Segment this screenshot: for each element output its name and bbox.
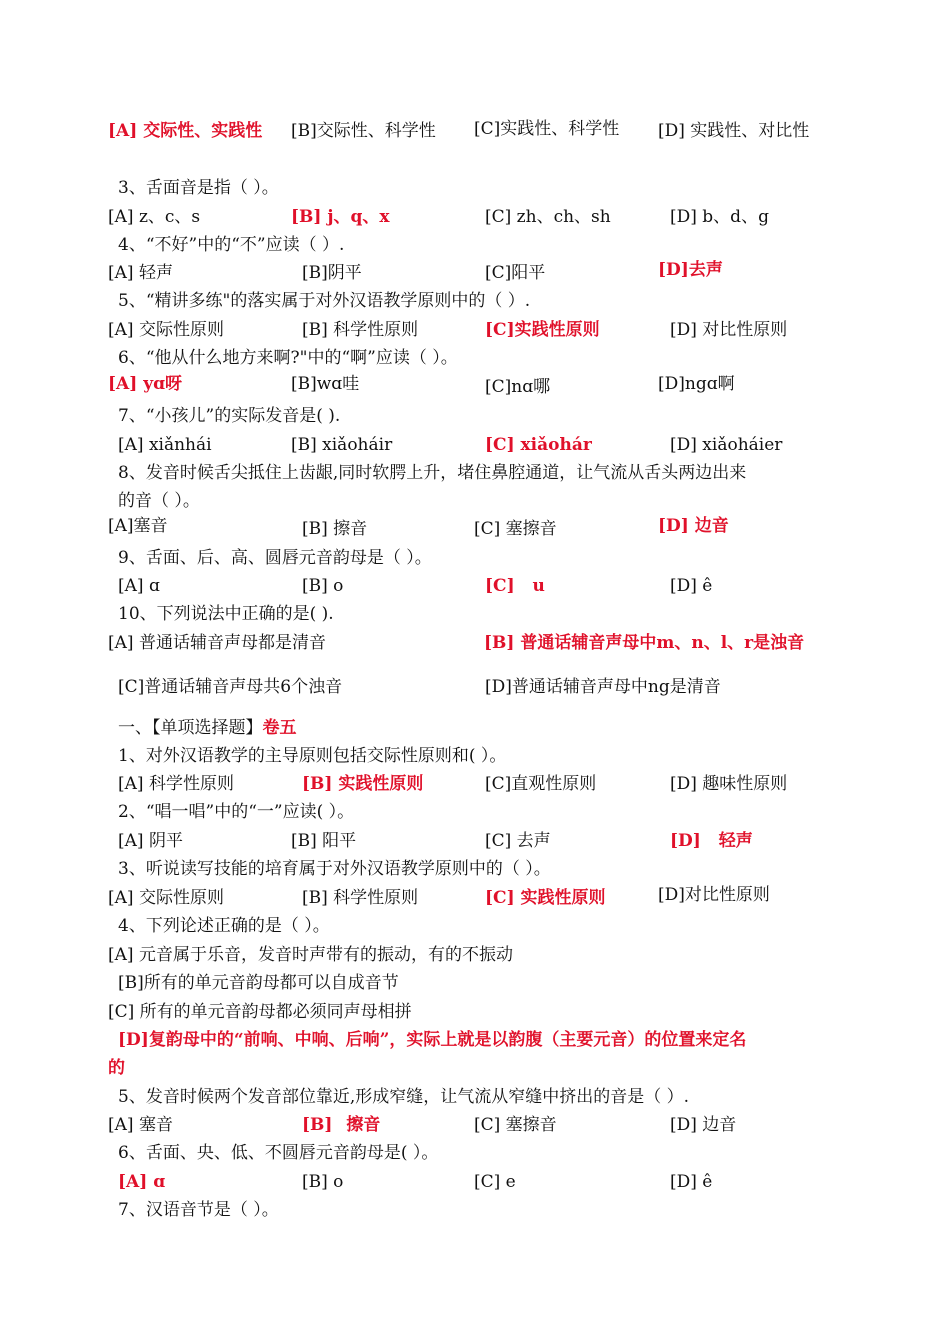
- option-b: [B]所有的单元音韵母都可以自成音节: [118, 973, 399, 993]
- option-b-answer: [B] 实践性原则: [302, 774, 424, 794]
- option-d: [D] xiǎoháier: [670, 435, 783, 455]
- option-d: [D] 对比性原则: [670, 320, 788, 340]
- option-c: [C]阳平: [485, 263, 546, 283]
- option-b: [B] o: [302, 576, 344, 596]
- question-stem-continued: 的音（ ）。: [118, 491, 200, 511]
- option-b: [B] 科学性原则: [302, 888, 419, 908]
- option-b-answer: [B] 擦音: [302, 1115, 381, 1135]
- option-c: [C] zh、ch、sh: [485, 207, 611, 227]
- option-a-answer: [A] ɑ: [118, 1172, 166, 1192]
- option-d: [D] b、d、g: [670, 207, 769, 227]
- section-heading-suffix: 卷五: [262, 718, 297, 738]
- question-stem: 3、舌面音是指（ ）。: [118, 178, 279, 198]
- question-stem: 8、发音时候舌尖抵住上齿龈,同时软腭上升，堵住鼻腔通道，让气流从舌头两边出来: [118, 463, 747, 483]
- option-b: [B] 科学性原则: [302, 320, 419, 340]
- question-stem: 2、“唱一唱”中的“一”应读( ）。: [118, 802, 355, 822]
- option-b-answer: [B] 普通话辅音声母中m、n、l、r是浊音: [484, 633, 805, 653]
- option-b: [B]wɑ哇: [291, 374, 360, 394]
- option-a: [A] 塞音: [108, 1115, 173, 1135]
- section-heading: [118, 717, 297, 739]
- option-c-answer: [C]实践性原则: [485, 320, 600, 340]
- option-a: [A] z、c、s: [108, 207, 201, 227]
- option-d: [D] ê: [670, 576, 713, 596]
- question-stem: 5、“精讲多练"的落实属于对外汉语教学原则中的（ ）.: [118, 291, 531, 311]
- option-a: [A] 元音属于乐音，发音时声带有的振动，有的不振动: [108, 945, 513, 965]
- option-d: [D]对比性原则: [658, 885, 770, 905]
- option-d: [D] 趣味性原则: [670, 774, 788, 794]
- option-b: [B] xiǎoháir: [291, 435, 393, 455]
- option-a: [A] xiǎnhái: [118, 435, 212, 455]
- option-a: [A] 普通话辅音声母都是清音: [108, 633, 326, 653]
- question-stem: 5、发音时候两个发音部位靠近,形成窄缝，让气流从窄缝中挤出的音是（ ）.: [118, 1087, 690, 1107]
- option-c: [C] e: [474, 1172, 516, 1192]
- option-c: [C] 塞擦音: [474, 519, 557, 539]
- option-d: [D] 实践性、对比性: [658, 121, 810, 141]
- option-a: [A] 阴平: [118, 831, 183, 851]
- option-b: [B]阴平: [302, 263, 362, 283]
- option-a: [A] 轻声: [108, 263, 173, 283]
- question-stem: 9、舌面、后、高、圆唇元音韵母是（ ）。: [118, 548, 432, 568]
- section-heading-prefix: 一、【单项选择题】: [118, 718, 263, 738]
- question-stem: 7、汉语音节是（ ）。: [118, 1200, 279, 1220]
- question-stem: 4、“不好”中的“不”应读（ ）.: [118, 235, 345, 255]
- option-a: [A]塞音: [108, 516, 168, 536]
- option-b-answer: [B] j、q、x: [291, 207, 390, 227]
- question-stem: 7、“小孩儿”的实际发音是( ).: [118, 406, 341, 426]
- option-a-answer: [A] 交际性、实践性: [108, 121, 263, 141]
- option-c: [C]nɑ哪: [485, 377, 551, 397]
- option-b: [B]交际性、科学性: [291, 121, 436, 141]
- option-c: [C]普通话辅音声母共6个浊音: [118, 677, 343, 697]
- question-stem: 6、“他从什么地方来啊?"中的“啊”应读（ ）。: [118, 348, 458, 368]
- question-stem: 1、对外汉语教学的主导原则包括交际性原则和( ）。: [118, 746, 507, 766]
- option-a: [A] 科学性原则: [118, 774, 234, 794]
- option-d-answer-continued: 的: [108, 1058, 125, 1078]
- option-c: [C] 塞擦音: [474, 1115, 557, 1135]
- option-a: [A] ɑ: [118, 576, 160, 596]
- option-c: [C]实践性、科学性: [474, 119, 620, 139]
- option-d: [D]ngɑ啊: [658, 374, 735, 394]
- option-d: [D]普通话辅音声母中ng是清音: [485, 677, 721, 697]
- option-b: [B] 阳平: [291, 831, 357, 851]
- option-c-answer: [C] u: [485, 576, 545, 596]
- option-a-answer: [A] yɑ呀: [108, 374, 182, 394]
- option-a: [A] 交际性原则: [108, 888, 224, 908]
- option-b: [B] o: [302, 1172, 344, 1192]
- option-c: [C] 去声: [485, 831, 551, 851]
- option-d: [D] ê: [670, 1172, 713, 1192]
- question-stem: 4、下列论述正确的是（ ）。: [118, 916, 330, 936]
- option-c-answer: [C] xiǎohár: [485, 435, 592, 455]
- question-stem: 10、下列说法中正确的是( ).: [118, 604, 334, 624]
- option-d-answer: [D]去声: [658, 260, 723, 280]
- option-b: [B] 擦音: [302, 519, 368, 539]
- option-d-answer: [D] 边音: [658, 516, 729, 536]
- option-d-answer: [D] 轻声: [670, 831, 753, 851]
- option-d-answer: [D]复韵母中的“前响、中响、后响”，实际上就是以韵腹（主要元音）的位置来定名: [118, 1030, 747, 1050]
- question-stem: 6、舌面、央、低、不圆唇元音韵母是( ）。: [118, 1143, 439, 1163]
- option-c-answer: [C] 实践性原则: [485, 888, 606, 908]
- question-stem: 3、听说读写技能的培育属于对外汉语教学原则中的（ ）。: [118, 859, 551, 879]
- option-c: [C] 所有的单元音韵母都必须同声母相拼: [108, 1002, 412, 1022]
- option-a: [A] 交际性原则: [108, 320, 224, 340]
- option-c: [C]直观性原则: [485, 774, 597, 794]
- option-d: [D] 边音: [670, 1115, 737, 1135]
